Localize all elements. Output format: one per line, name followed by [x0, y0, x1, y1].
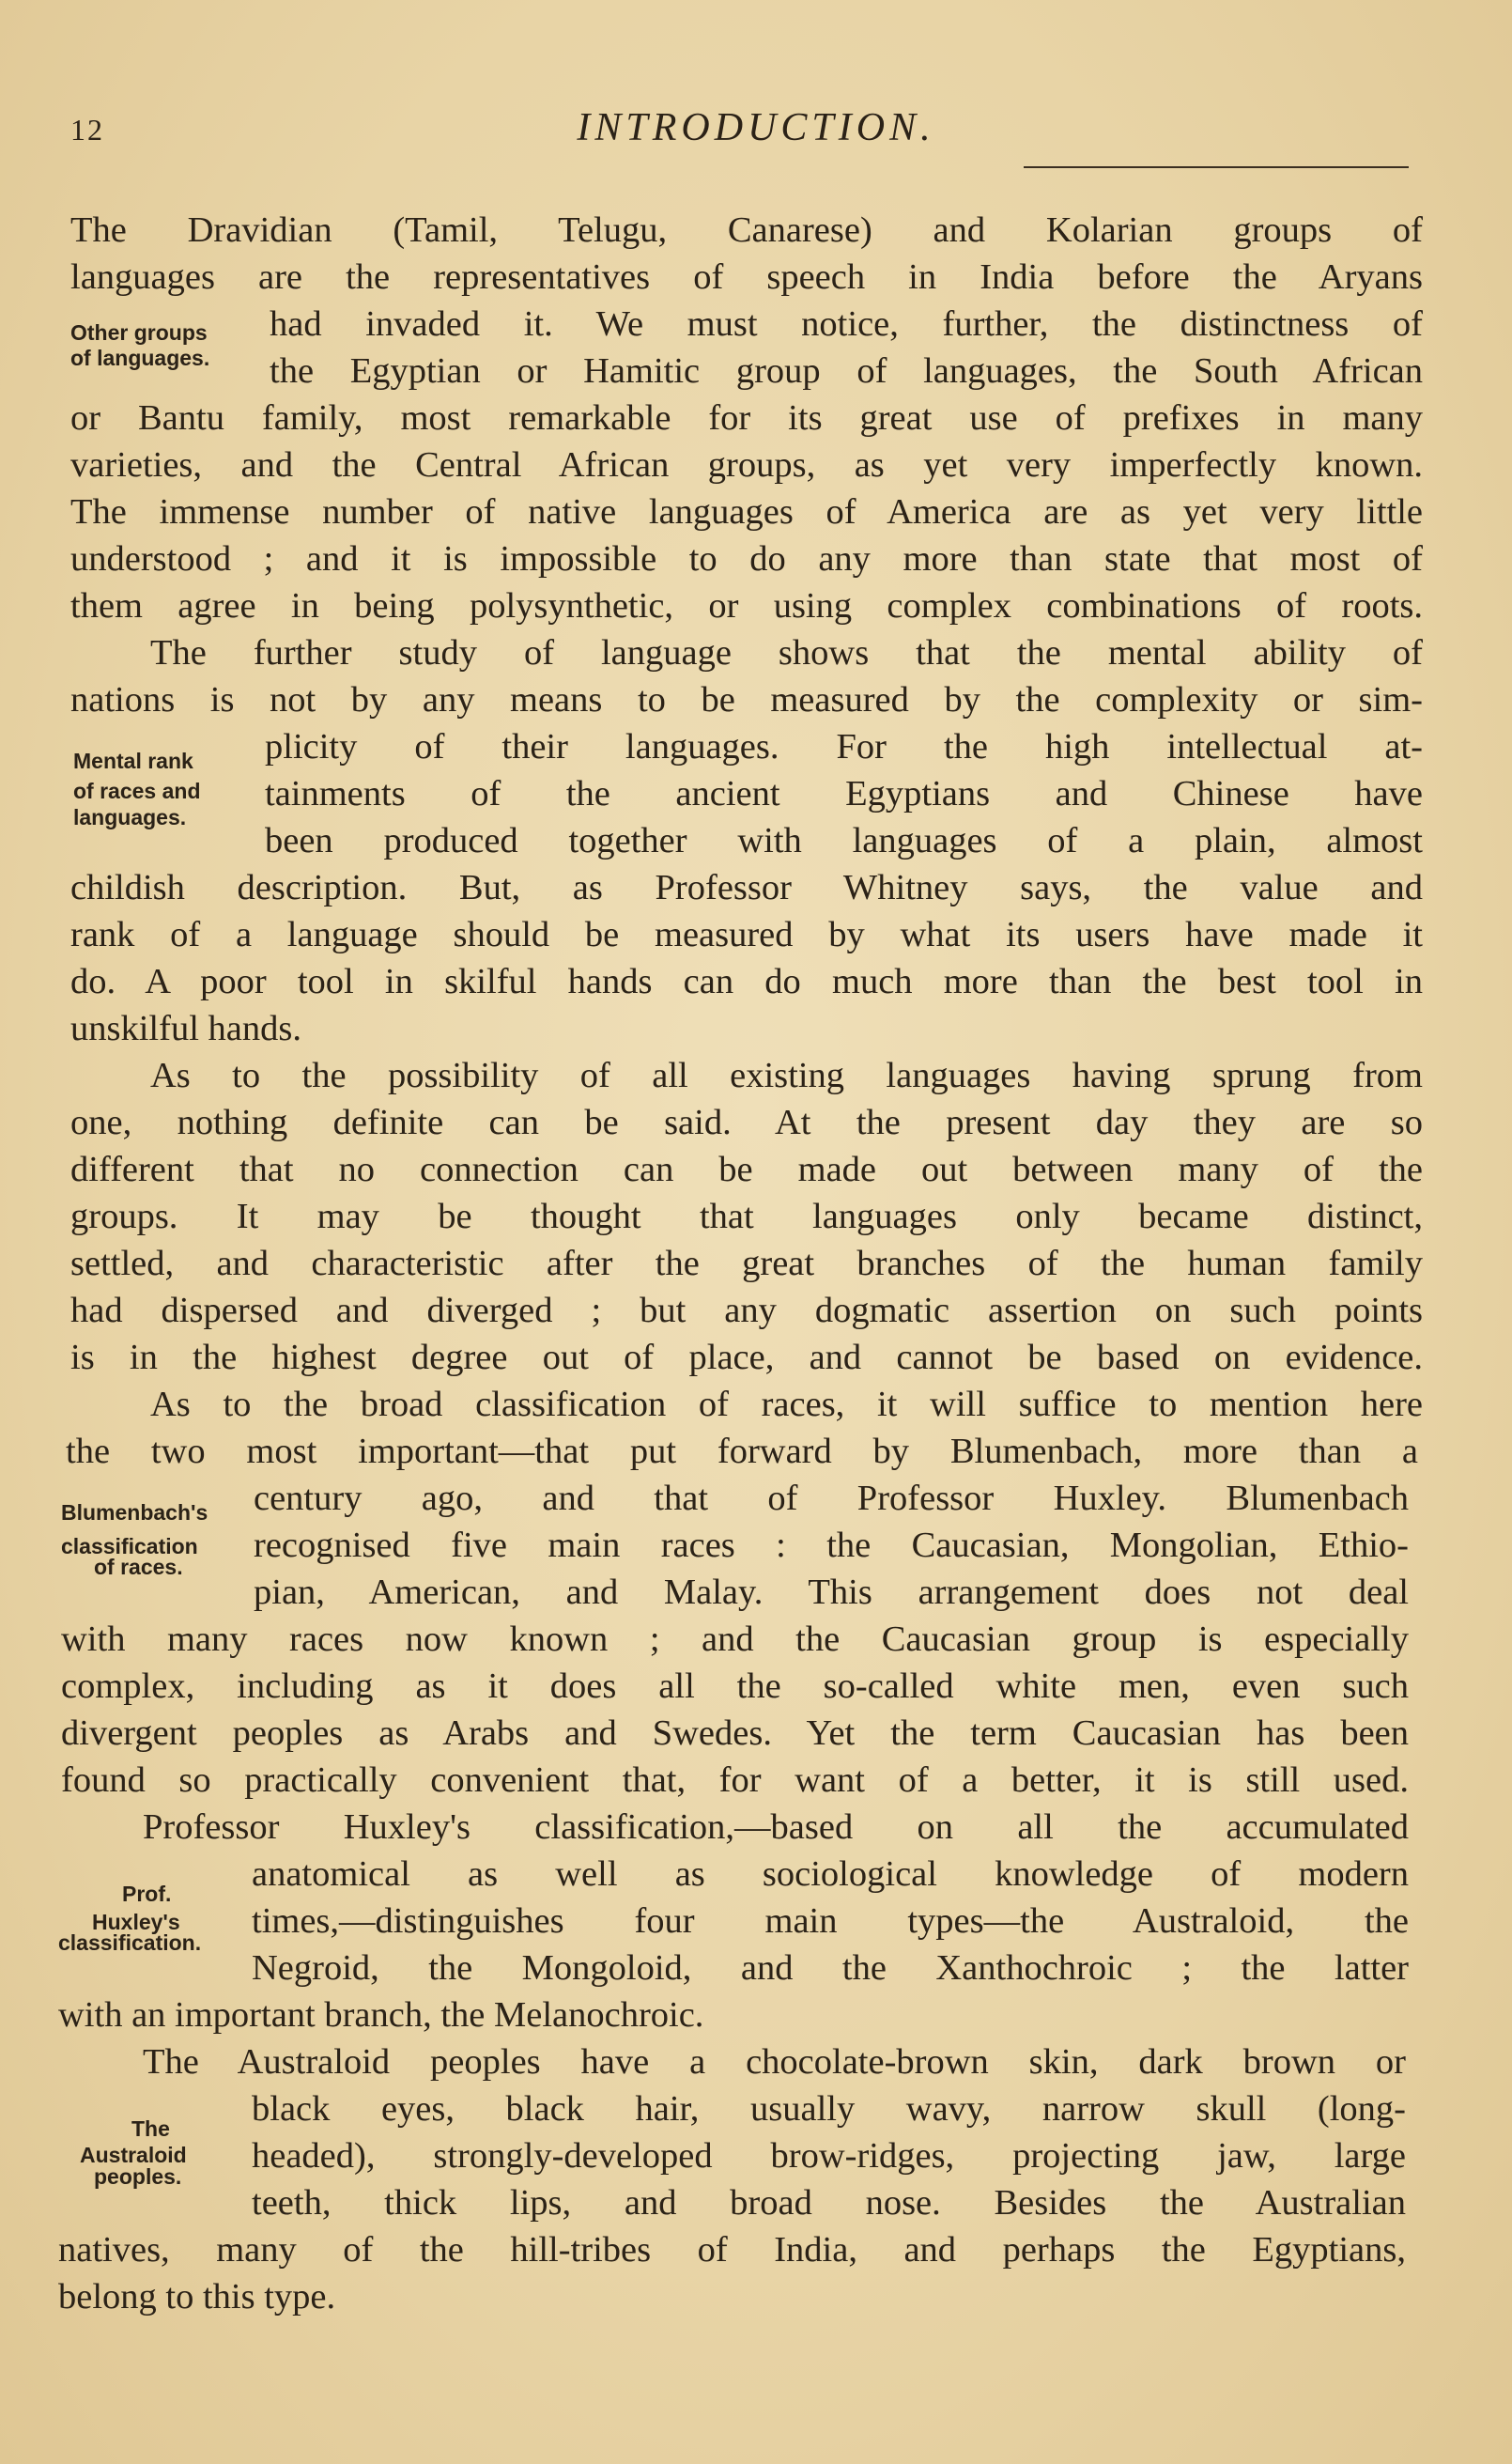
text-line: with many races now known ; and the Caucasian group is especially	[61, 1619, 1409, 1659]
text-line: them agree in being polysynthetic, or using complex combinations of roots.	[70, 586, 1423, 626]
text-line: The Dravidian (Tamil, Telugu, Canarese) and Kolarian groups of	[70, 210, 1423, 250]
text-line: natives, many of the hill-tribes of India, and perhaps the Egyptians,	[58, 2230, 1406, 2270]
margin-note-mental-rank: Mental rank	[73, 749, 193, 773]
text-line: found so practically convenient that, for want of a better, it is still used.	[61, 1760, 1409, 1800]
text-line: or Bantu family, most remarkable for its great use of prefixes in many	[70, 398, 1423, 438]
page-number: 12	[70, 113, 104, 147]
margin-note-other-groups: of languages.	[70, 346, 210, 370]
text-line: understood ; and it is impossible to do any more than state that most of	[70, 539, 1423, 579]
margin-note-huxley: Huxley's	[92, 1910, 180, 1934]
text-line: tainments of the ancient Egyptians and Chinese have	[265, 774, 1423, 814]
text-line: settled, and characteristic after the great branches of the human family	[70, 1244, 1423, 1283]
text-line: unskilful hands.	[70, 1009, 301, 1048]
text-line: had invaded it. We must notice, further, the distinctness of	[270, 304, 1423, 344]
margin-note-australoid: The	[131, 2116, 170, 2141]
text-line: black eyes, black hair, usually wavy, narrow skull (long-	[252, 2089, 1406, 2129]
text-line: the Egyptian or Hamitic group of languages, the South African	[270, 351, 1423, 391]
margin-note-australoid: peoples.	[94, 2164, 182, 2189]
text-line: Negroid, the Mongoloid, and the Xanthochroic ; the latter	[252, 1948, 1409, 1988]
text-line: The immense number of native languages of America are as yet very little	[70, 492, 1423, 532]
margin-note-huxley: classification.	[58, 1930, 202, 1955]
text-line: recognised five main races : the Caucasian, Mongolian, Ethio-	[254, 1526, 1409, 1565]
text-line: nations is not by any means to be measured by the complexity or sim-	[70, 680, 1423, 720]
text-line: been produced together with languages of a plain, almost	[265, 821, 1423, 860]
text-line: with an important branch, the Melanochroic.	[58, 1995, 704, 2035]
text-line: The Australoid peoples have a chocolate-brown skin, dark brown or	[143, 2042, 1406, 2082]
text-line: do. A poor tool in skilful hands can do much more than the best tool in	[70, 962, 1423, 1001]
text-line: one, nothing definite can be said. At the present day they are so	[70, 1103, 1423, 1142]
margin-note-blumenbach: classification	[61, 1534, 198, 1558]
text-line: Professor Huxley's classification,—based on all the accumulated	[143, 1807, 1409, 1847]
text-line: plicity of their languages. For the high intellectual at-	[265, 727, 1423, 767]
text-line: As to the possibility of all existing languages having sprung from	[150, 1056, 1423, 1095]
margin-note-mental-rank: languages.	[73, 805, 187, 829]
margin-note-huxley: Prof.	[122, 1882, 172, 1906]
text-line: varieties, and the Central African groups, as yet very imperfectly known.	[70, 445, 1423, 485]
text-line: is in the highest degree out of place, and cannot be based on evidence.	[70, 1338, 1423, 1377]
text-line: headed), strongly-developed brow-ridges, projecting jaw, large	[252, 2136, 1406, 2176]
margin-note-other-groups: Other groups	[70, 320, 208, 345]
text-line: pian, American, and Malay. This arrangement does not deal	[254, 1573, 1409, 1612]
text-line: The further study of language shows that the mental ability of	[150, 633, 1423, 673]
text-line: century ago, and that of Professor Huxley. Blumenbach	[254, 1479, 1409, 1518]
text-line: divergent peoples as Arabs and Swedes. Yet the term Caucasian has been	[61, 1713, 1409, 1753]
text-line: anatomical as well as sociological knowledge of modern	[252, 1854, 1409, 1894]
text-line: different that no connection can be made out between many of the	[70, 1150, 1423, 1189]
text-line: As to the broad classification of races, it will suffice to mention here	[150, 1385, 1423, 1424]
text-line: had dispersed and diverged ; but any dogmatic assertion on such points	[70, 1291, 1423, 1330]
running-head: INTRODUCTION.	[577, 106, 935, 149]
text-line: times,—distinguishes four main types—the Australoid, the	[252, 1901, 1409, 1941]
margin-note-mental-rank: of races and	[73, 779, 201, 803]
text-line: groups. It may be thought that languages only became distinct,	[70, 1197, 1423, 1236]
text-line: languages are the representatives of speech in India before the Aryans	[70, 257, 1423, 297]
margin-note-australoid: Australoid	[80, 2143, 187, 2167]
margin-note-blumenbach: Blumenbach's	[61, 1500, 208, 1525]
text-line: childish description. But, as Professor Whitney says, the value and	[70, 868, 1423, 907]
text-line: the two most important—that put forward by Blumenbach, more than a	[66, 1432, 1418, 1471]
margin-note-blumenbach: of races.	[94, 1555, 183, 1579]
text-line: complex, including as it does all the so-called white men, even such	[61, 1666, 1409, 1706]
text-line: teeth, thick lips, and broad nose. Besides the Australian	[252, 2183, 1406, 2223]
text-line: belong to this type.	[58, 2277, 336, 2317]
text-line: rank of a language should be measured by what its users have made it	[70, 915, 1423, 954]
